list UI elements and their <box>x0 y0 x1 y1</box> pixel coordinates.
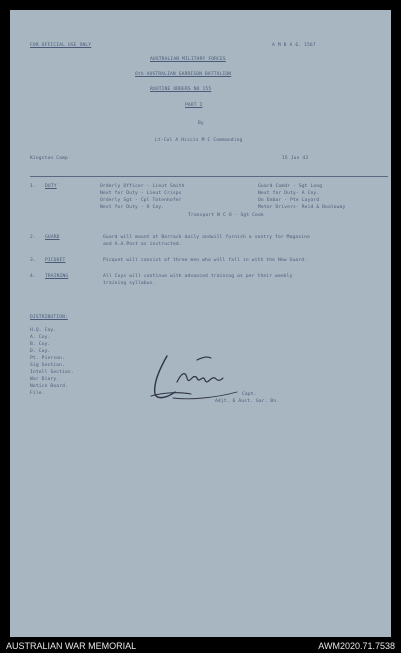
separator-rule <box>30 176 388 177</box>
place: Kingston Camp <box>30 156 68 161</box>
item-heading-duty: DUTY <box>45 184 57 189</box>
duty-left-line: Orderly Officer - Lieut Smith <box>100 184 185 189</box>
title-3: ROUTINE ORDERS NO 155 <box>150 87 212 92</box>
header-left: FOR OFFICIAL USE ONLY <box>30 43 92 48</box>
duty-left-line: Orderly Sgt - Cpl Totenhofer <box>100 198 182 203</box>
part-heading: PART I <box>185 103 203 108</box>
distribution-item: Sig Section. <box>30 363 65 368</box>
item-heading-training: TRAINING <box>45 274 69 279</box>
item-number: 2. <box>30 235 36 240</box>
footer-archive-name: AUSTRALIAN WAR MEMORIAL <box>6 641 137 651</box>
training-text: training syllabus. <box>103 281 156 286</box>
commander-line: Lt-Col A Hiscis M C Commanding <box>155 138 243 143</box>
distribution-item: Intell Section. <box>30 370 74 375</box>
item-number: 3. <box>30 258 36 263</box>
distribution-heading: DISTRIBUTION: <box>30 315 68 320</box>
distribution-item: Pt. Pierson. <box>30 356 65 361</box>
transport-line: Transport N C O - Sgt Cook <box>188 213 264 218</box>
training-text: All Coys will continue with advanced training as per their weekly <box>103 274 293 279</box>
distribution-item: Notice Board. <box>30 384 68 389</box>
duty-right-line: Guard Comdr - Sgt Long <box>258 184 323 189</box>
item-number: 4. <box>30 274 36 279</box>
sign-title: Adjt. 6 Aust. Gar. Bn. <box>215 399 280 404</box>
distribution-item: D. Coy. <box>30 349 51 354</box>
item-heading-picquet: PICQUET <box>45 258 66 263</box>
duty-right-line: Motor Drivers- Reid & Boaloway <box>258 205 346 210</box>
distribution-item: War Diary. <box>30 377 60 382</box>
header-right: A M B A 6. 1567 <box>272 43 316 48</box>
footer-accession-number: AWM2020.71.7538 <box>318 641 395 651</box>
item-number: 1. <box>30 184 36 189</box>
guard-text: and A.A.Post as instructed. <box>103 242 182 247</box>
picquet-text: Picquet will consist of three men who will fall in with the New Guard. <box>103 258 308 263</box>
duty-left-line: Next for Duty - H Coy. <box>100 205 165 210</box>
distribution-item: B. Coy. <box>30 342 51 347</box>
duty-right-line: On Embar - Pte Layard <box>258 198 320 203</box>
document-sheet <box>10 10 391 637</box>
distribution-item: H.Q. Coy. <box>30 328 57 333</box>
item-heading-guard: GUARD <box>45 235 60 240</box>
duty-left-line: Next for Duty - Lieut Crisps <box>100 191 182 196</box>
date: 15 Jun 43 <box>282 156 309 161</box>
title-1: AUSTRALIAN MILITARY FORCES <box>150 57 226 62</box>
sign-rank: Capt. <box>242 392 257 397</box>
signature <box>145 348 245 406</box>
duty-right-line: Next for Duty- A Coy. <box>258 191 320 196</box>
title-2: 6th AUSTRALIAN GARRISON BATTALION <box>135 72 232 77</box>
guard-text: Guard will mount at Barrack daily andwill furnish a sentry for Magazine <box>103 235 311 240</box>
distribution-item: A. Coy. <box>30 335 51 340</box>
by-line: By <box>198 121 204 126</box>
distribution-item: File. <box>30 391 45 396</box>
